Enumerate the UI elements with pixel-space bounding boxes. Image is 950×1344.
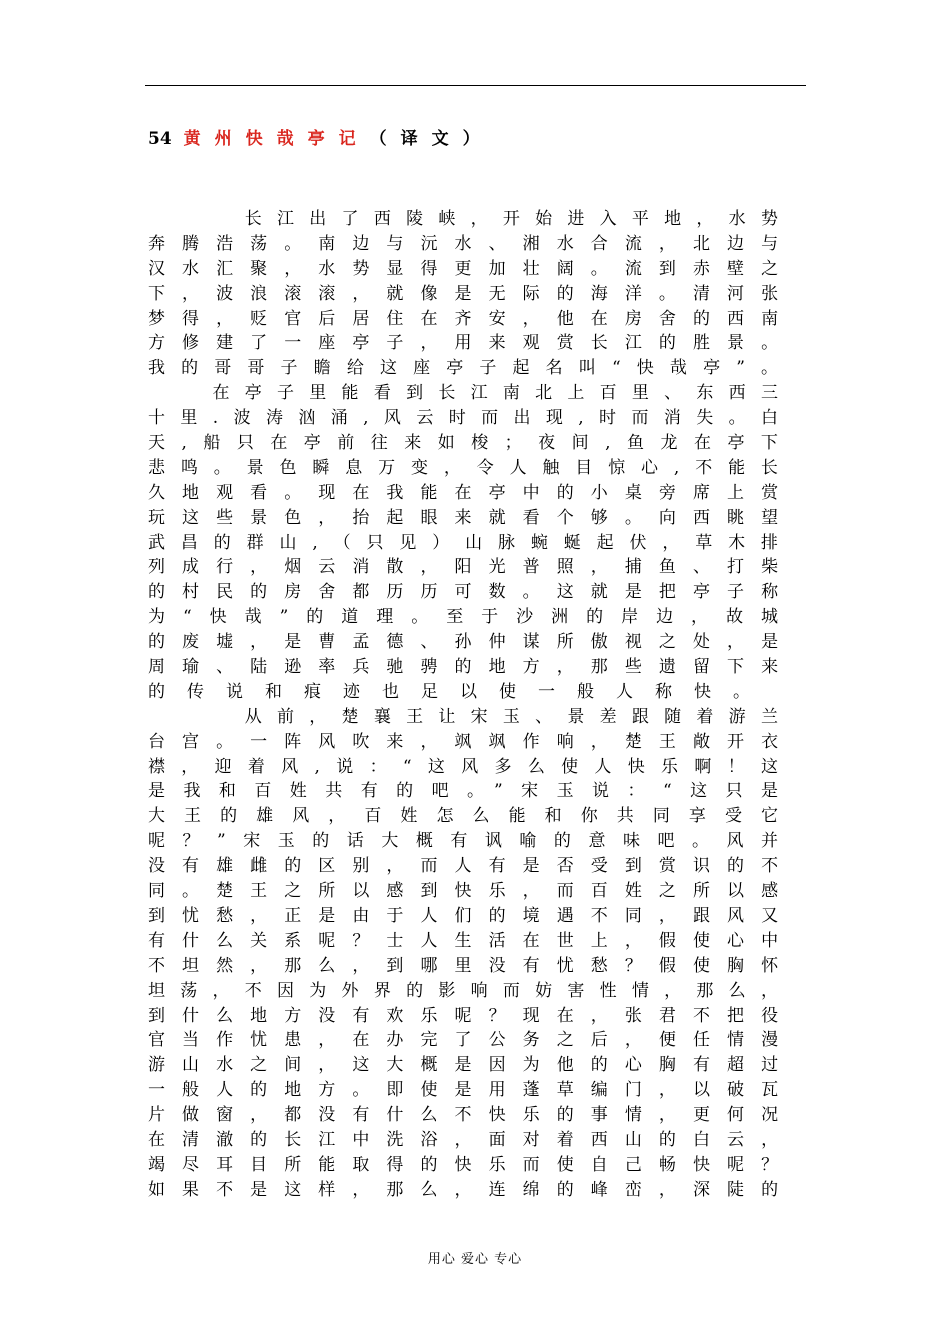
title-number: 54	[148, 129, 172, 149]
text-line: 下，波浪滚滚，就像是无际的海洋。清河张	[148, 283, 796, 304]
text-line: 在亭子里能看到长江南北上百里、东西三	[148, 383, 794, 404]
text-line: 十里.波涛汹涌,风云时而出现,时而消失。白	[148, 408, 794, 429]
text-line: 竭尽耳目所能取得的快乐而使自己畅快呢？	[148, 1154, 796, 1175]
text-line: 到忧愁，正是由于人们的境遇不同，跟风又	[148, 905, 796, 926]
text-line: 是我和百姓共有的吧。”宋玉说：“这只是	[148, 781, 797, 802]
text-line: 游山水之间，这大概是因为他的心胸有超过	[148, 1055, 796, 1076]
text-line: 我的哥哥子瞻给这座亭子起名叫“快哉亭”。	[148, 358, 795, 379]
text-line: 周瑜、陆逊率兵驰骋的地方，那些遗留下来	[148, 657, 796, 678]
text-line: 的村民的房舍都历历可数。这就是把亭子称	[148, 582, 796, 603]
text-line: 到什么地方没有欢乐呢？现在，张君不把役	[148, 1005, 796, 1026]
text-line: 久地观看。现在我能在亭中的小桌旁席上赏	[148, 482, 796, 503]
text-line: 如果不是这样，那么，连绵的峰峦，深陡的	[148, 1179, 796, 1200]
text-line: 玩这些景色，抬起眼来就看个够。向西眺望	[148, 507, 796, 528]
title-main: 黄州快哉亭记	[183, 129, 370, 149]
page-footer: 用心 爱心 专心	[427, 1252, 523, 1267]
text-line: 的废墟，是曹孟德、孙仲谋所傲视之处，是	[148, 632, 796, 653]
text-line: 汉水汇聚，水势显得更加壮阔。流到赤壁之	[148, 258, 796, 279]
text-line: 的传说和痕迹也足以使一般人称快。	[148, 681, 772, 702]
text-line: 台宫。一阵风吹来，飒飒作响，楚王敞开衣	[148, 731, 796, 752]
text-line: 不坦然，那么，到哪里没有忧愁？假使胸怀	[148, 955, 796, 976]
text-line: 悲鸣。景色瞬息万变，令人触目惊心,不能长	[148, 457, 794, 478]
text-line: 奔腾浩荡。南边与沅水、湘水合流，北边与	[148, 233, 796, 254]
text-line: 从前，楚襄王让宋玉、景差跟随着游兰	[148, 706, 794, 727]
text-line: 方修建了一座亭子，用来观赏长江的胜景。	[148, 333, 796, 354]
text-line: 片做窗，都没有什么不快乐的事情，更何况	[148, 1105, 796, 1126]
text-line: 一般人的地方。即使是用蓬草编门，以破瓦	[148, 1080, 796, 1101]
header-rule	[145, 85, 806, 86]
text-line: 武昌的群山,（只见）山脉蜿蜒起伏，草木排	[148, 532, 794, 553]
title-suffix: （译文）	[369, 129, 494, 149]
translation-body	[148, 207, 828, 1203]
text-line: 列成行，烟云消散，阳光普照，捕鱼、打柴	[148, 557, 796, 578]
text-line: 呢？”宋玉的话大概有讽喻的意味吧。风并	[148, 831, 796, 852]
text-line: 长江出了西陵峡，开始进入平地，水势	[148, 209, 794, 229]
page-title	[148, 124, 808, 150]
text-line: 为“快哉”的道理。至于沙洲的岸边，故城	[148, 607, 797, 628]
text-line: 坦荡，不因为外界的影响而妨害性情，那么，	[148, 980, 794, 1001]
text-line: 梦得，贬官后居住在齐安，他在房舍的西南	[148, 308, 796, 329]
text-line: 官当作忧患，在办完了公务之后，便任情漫	[148, 1030, 796, 1051]
text-line: 有什么关系呢？士人生活在世上，假使心中	[148, 930, 796, 951]
text-line: 同。楚王之所以感到快乐，而百姓之所以感	[148, 881, 796, 902]
text-line: 没有雄雌的区别，而人有是否受到赏识的不	[148, 856, 796, 877]
text-line: 在清澈的长江中洗浴，面对着西山的白云，	[148, 1129, 796, 1150]
text-line: 天,船只在亭前往来如梭；夜间,鱼龙在亭下	[148, 433, 795, 454]
text-line: 襟，迎着风,说：“这风多么使人快乐啊！这	[148, 756, 795, 777]
text-line: 大王的雄风，百姓怎么能和你共同享受它	[148, 806, 798, 827]
